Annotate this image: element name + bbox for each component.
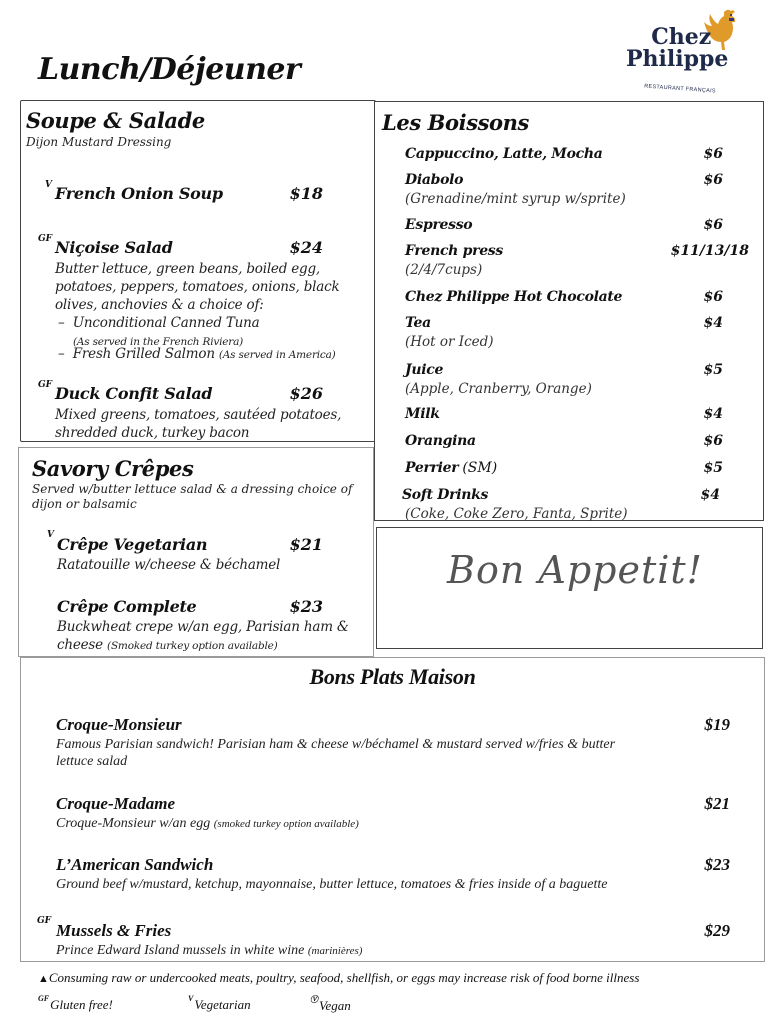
item-description: Buckwheat crepe w/an egg, Parisian ham & cheese (Smoked turkey option available) xyxy=(57,619,349,653)
item-price: $21 xyxy=(704,794,730,813)
beverage-item xyxy=(405,146,723,162)
vegetarian-icon: V xyxy=(188,994,194,1003)
section-title-soupe-salade: Soupe & Salade xyxy=(26,108,205,133)
item-price: $21 xyxy=(289,535,323,554)
beverage-item xyxy=(405,243,749,259)
item-name: Croque-Madame xyxy=(56,794,175,813)
beverage-item xyxy=(402,487,720,503)
gluten-free-tag: GF xyxy=(38,380,53,390)
item-price: $29 xyxy=(704,921,730,940)
beverage-name: Orangina xyxy=(405,433,476,449)
beverage-name: Diabolo xyxy=(405,172,464,188)
option-note: (As served in the French Riviera) xyxy=(73,336,244,348)
item-description: Ground beef w/mustard, ketchup, mayonnaise, butter lettuce, tomatoes & fries inside of a baguette xyxy=(56,877,608,892)
item-description: Mixed greens, tomatoes, sautéed potatoes, shredded duck, turkey bacon xyxy=(55,407,342,441)
food-safety-warning: ▲Consuming raw or undercooked meats, poultry, seafood, shellfish, or eggs may increase risk of food borne illness xyxy=(38,970,640,985)
section-title-plats: Bons Plats Maison xyxy=(309,664,476,689)
menu-item xyxy=(56,855,730,875)
beverage-item xyxy=(405,362,723,378)
beverage-name: Perrier xyxy=(405,460,459,476)
item-price: $23 xyxy=(704,855,730,874)
item-price: $26 xyxy=(289,384,323,403)
item-name: L’American Sandwich xyxy=(56,855,214,874)
section-title-crepes: Savory Crêpes xyxy=(32,456,194,481)
section-subtitle: Dijon Mustard Dressing xyxy=(26,135,172,149)
item-name: Crêpe Complete xyxy=(57,597,197,616)
beverage-item xyxy=(405,315,723,331)
beverage-name: Cappuccino, Latte, Mocha xyxy=(405,146,603,162)
warning-icon: ▲ xyxy=(38,973,49,985)
item-name: Mussels & Fries xyxy=(56,921,172,940)
beverage-detail: (Hot or Iced) xyxy=(405,334,494,350)
gluten-free-tag: GF xyxy=(37,916,52,926)
boissons-section xyxy=(374,101,764,521)
item-name: Niçoise Salad xyxy=(55,238,173,257)
legend-vegan: ⓋVegan xyxy=(310,995,351,1013)
item-name: French Onion Soup xyxy=(55,184,223,203)
item-price: $18 xyxy=(289,184,323,203)
menu-item xyxy=(55,238,323,257)
beverage-name: Milk xyxy=(405,406,440,422)
beverage-detail: (Grenadine/mint syrup w/sprite) xyxy=(405,191,626,207)
vegan-icon: Ⓥ xyxy=(310,995,318,1004)
item-name: Crêpe Vegetarian xyxy=(57,535,208,554)
item-name: Croque-Monsieur xyxy=(56,715,182,734)
item-price: $24 xyxy=(289,238,323,257)
beverage-name: French press xyxy=(405,243,503,259)
beverage-price: $6 xyxy=(703,433,723,449)
menu-item xyxy=(55,184,323,203)
beverage-price: $4 xyxy=(703,406,723,422)
item-description: Ratatouille w/cheese & béchamel xyxy=(57,557,281,573)
gluten-free-icon: GF xyxy=(38,994,50,1003)
menu-item xyxy=(55,384,323,403)
vegetarian-tag: V xyxy=(47,530,54,540)
beverage-name: Chez Philippe Hot Chocolate xyxy=(405,289,623,305)
item-name: Duck Confit Salad xyxy=(55,384,213,403)
option-item: – Fresh Grilled Salmon (As served in America) xyxy=(58,346,336,362)
beverage-price: $6 xyxy=(703,172,723,188)
beverage-item xyxy=(405,406,723,422)
logo-tagline: RESTAURANT FRANÇAIS xyxy=(643,83,717,95)
beverage-detail: (2/4/7cups) xyxy=(405,262,483,278)
beverage-detail: (Coke, Coke Zero, Fanta, Sprite) xyxy=(405,506,628,522)
page-title: Lunch/Déjeuner xyxy=(38,52,301,87)
beverage-detail: (Apple, Cranberry, Orange) xyxy=(405,381,592,397)
beverage-item xyxy=(405,217,723,233)
item-price: $19 xyxy=(704,715,730,734)
item-description: Famous Parisian sandwich! Parisian ham & cheese w/béchamel & mustard served w/fries & butter lettuce salad xyxy=(56,737,616,769)
beverage-item xyxy=(405,289,723,305)
menu-item xyxy=(56,715,730,735)
beverage-name: Tea xyxy=(405,315,431,331)
beverage-item xyxy=(405,433,723,449)
beverage-price: $4 xyxy=(703,315,723,331)
beverage-name: Soft Drinks xyxy=(402,487,489,503)
beverage-price: $4 xyxy=(700,487,720,503)
logo-line2: Philippe xyxy=(626,46,729,72)
gluten-free-tag: GF xyxy=(38,234,53,244)
item-description: Prince Edward Island mussels in white wine (marinières) xyxy=(56,943,363,958)
beverage-name: Juice xyxy=(405,362,444,378)
legend-vegetarian: $^V$Vegetarian xyxy=(188,994,251,1012)
restaurant-logo xyxy=(620,8,750,98)
menu-item xyxy=(57,597,323,616)
beverage-price: $6 xyxy=(703,146,723,162)
beverage-name: Espresso xyxy=(405,217,473,233)
item-description: Croque-Monsieur w/an egg (smoked turkey option available) xyxy=(56,816,359,831)
beverage-price: $5 xyxy=(703,460,723,476)
menu-item xyxy=(56,794,730,814)
logo-line1: Chez xyxy=(651,24,712,50)
beverage-price: $5 xyxy=(703,362,723,378)
section-title-boissons: Les Boissons xyxy=(382,110,529,135)
beverage-price: $6 xyxy=(703,289,723,305)
beverage-item: Perrier (SM) $5 xyxy=(405,460,723,476)
beverage-price: $11/13/18 xyxy=(670,243,749,259)
item-price: $23 xyxy=(289,597,323,616)
beverage-price: $6 xyxy=(703,217,723,233)
menu-item xyxy=(56,921,730,941)
legend-gluten-free: $^{GF}$Gluten free! xyxy=(38,994,113,1012)
option-item: – Unconditional Canned Tuna xyxy=(58,315,260,331)
beverage-item xyxy=(405,172,723,188)
section-subtitle: Served w/butter lettuce salad & a dressing choice of dijon or balsamic xyxy=(32,482,353,511)
vegetarian-tag: V xyxy=(45,180,52,190)
bon-appetit-text: Bon Appetit! xyxy=(447,548,703,592)
item-description: Butter lettuce, green beans, boiled egg, potatoes, peppers, tomatoes, onions, black olives, anchovies & a choice of: xyxy=(55,261,340,313)
menu-item xyxy=(57,535,323,554)
